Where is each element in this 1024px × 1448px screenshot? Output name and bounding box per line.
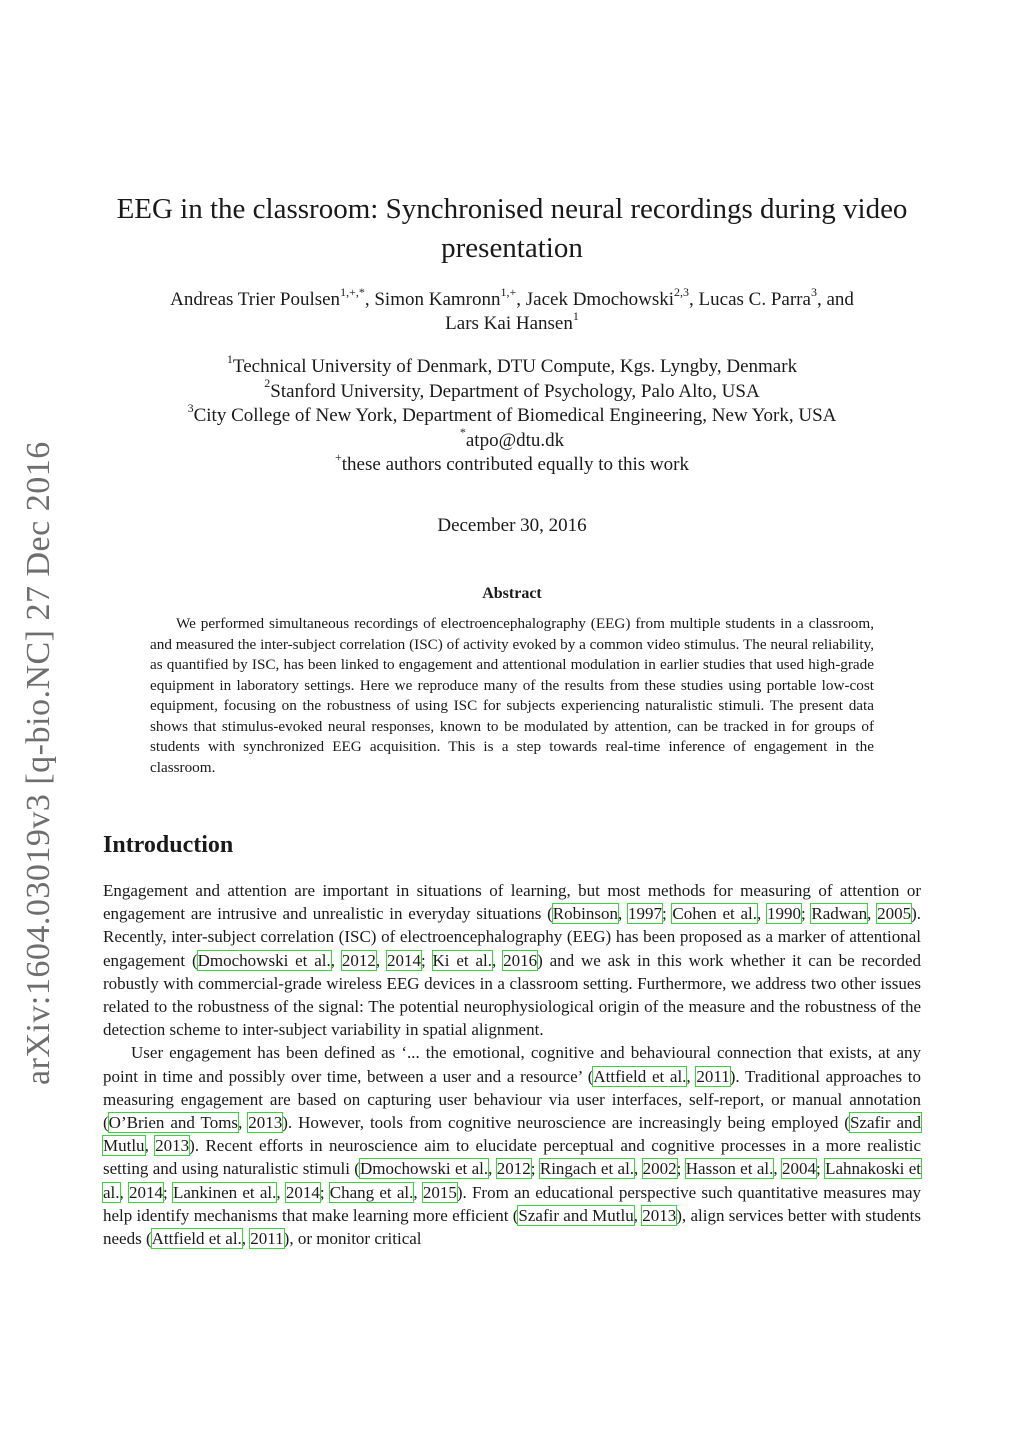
- citation-separator: ,: [634, 1159, 643, 1179]
- paragraph-text: ). Recent efforts in neuroscience aim to elucidate perceptual and cognitive processes in a more realistic setting and using naturalistic stimuli (: [103, 1136, 921, 1179]
- arxiv-identifier-stamp: arXiv:1604.03019v3 [q-bio.NC] 27 Dec 2016: [20, 441, 57, 1085]
- paragraph-text: ). Traditional approaches to measuring engagement are based on capturing user behaviour via user interfaces, self-report, or manual annotation (: [103, 1066, 921, 1133]
- citation-link[interactable]: Attfield et al.: [151, 1229, 242, 1249]
- abstract-text: We performed simultaneous recordings of electroencephalography (EEG) from multiple students in a classroom, and measured the inter-subject correlation (ISC) of activity evoked by a common video stimulus. The neural reliability, as quantified by ISC, has been linked to engagement and attentional modulation in earlier studies that used high-grade equipment in laboratory settings. Here we reproduce many of the results from these studies using portable low-cost equipment, focusing on the robustness of using ISC for subjects experiencing naturalistic stimuli. The present data shows that stimulus-evoked neural responses, known to be modulated by attention, can be tracked in for groups of students with synchronized EEG acquisition. This is a step towards real-time inference of engagement in the classroom.: [150, 615, 874, 776]
- citation-link[interactable]: Radwan: [811, 904, 868, 924]
- citation-link[interactable]: Robinson: [552, 904, 618, 924]
- introduction-heading: Introduction: [103, 832, 234, 858]
- paragraph-text: ). However, tools from cognitive neuroscience are increasingly being employed (: [282, 1113, 850, 1133]
- citation-separator: ,: [686, 1066, 697, 1086]
- citation-separator: ,: [144, 1136, 156, 1156]
- author-affiliation-mark: 1: [572, 308, 579, 323]
- affiliation-line: [100, 400, 924, 429]
- citation-separator: ,: [330, 950, 342, 970]
- paragraph-text: User engagement has been defined as ‘... the emotional, cognitive and behavioural connection that exists, at any point in time and possibly over time, between a user and a resource’ (: [103, 1043, 921, 1086]
- citation-link[interactable]: 2015: [422, 1182, 457, 1202]
- citation-link[interactable]: 2016: [503, 950, 538, 970]
- paragraph-text: ). From an educational perspective such quantitative measures may help identify mechanisms that make learning more efficient (: [103, 1182, 921, 1225]
- author-name: Simon Kamronn: [374, 289, 501, 310]
- publication-date: December 30, 2016: [437, 515, 587, 536]
- affiliation-line: [100, 425, 924, 454]
- citation-link[interactable]: Lahnakoski et al.: [103, 1159, 922, 1202]
- affiliation-mark: 1: [226, 351, 233, 366]
- citation-link[interactable]: 2005: [877, 904, 912, 924]
- author-affiliation-mark: 3: [810, 284, 817, 299]
- citation-link[interactable]: 2012: [341, 950, 376, 970]
- citation-link[interactable]: 1990: [766, 904, 801, 924]
- author-name: Lucas C. Parra: [698, 289, 811, 310]
- citation-link[interactable]: O’Brien and Toms: [108, 1113, 239, 1133]
- citation-separator: ;: [530, 1159, 540, 1179]
- author-conjunction: and: [826, 289, 854, 310]
- citation-link[interactable]: 2004: [781, 1159, 816, 1179]
- paper-title: EEG in the classroom: Synchronised neural recordings during video presentation: [116, 193, 908, 264]
- affiliation-mark: *: [459, 425, 466, 440]
- citation-separator: ,: [119, 1182, 129, 1202]
- introduction-paragraph: [103, 879, 921, 1041]
- citation-separator: ,: [276, 1182, 286, 1202]
- citation-separator: ,: [773, 1159, 782, 1179]
- author-name: Lars Kai Hansen: [445, 313, 573, 334]
- author-name: Jacek Dmochowski: [525, 289, 675, 310]
- citation-separator: ,: [375, 950, 387, 970]
- affiliation-mark: +: [335, 449, 342, 464]
- affiliation-text: Stanford University, Department of Psychology, Palo Alto, USA: [270, 380, 760, 402]
- citation-link[interactable]: Szafir and Mutlu: [103, 1113, 922, 1156]
- author-affiliation-mark: 1,+: [500, 284, 517, 299]
- abstract-heading: Abstract: [482, 585, 542, 602]
- paragraph-text: ), align services better with students needs (: [103, 1205, 921, 1249]
- affiliation-text: City College of New York, Department of Biomedical Engineering, New York, USA: [193, 405, 837, 426]
- citation-link[interactable]: 1997: [627, 904, 662, 924]
- citation-separator: ,: [633, 1205, 643, 1225]
- citation-separator: ,: [867, 904, 878, 924]
- affiliation-text: Technical University of Denmark, DTU Compute, Kgs. Lyngby, Denmark: [232, 356, 798, 377]
- citation-link[interactable]: Ringach et al.: [539, 1159, 635, 1179]
- citation-link[interactable]: Dmochowski et al.: [359, 1159, 489, 1179]
- citation-separator: ;: [420, 950, 433, 970]
- introduction-body: [103, 879, 921, 1250]
- citation-separator: ;: [815, 1159, 826, 1179]
- paragraph-text: ) and we ask in this work whether it can be recorded robustly with commercial-grade wireless EEG devices in a classroom setting. Furthermore, we address two other issues related to the robustness of the signal: The potential neurophysiological origin of the measure and the robustness of the detection scheme to inter-subject variability in spatial alignment.: [103, 950, 921, 1040]
- affiliation-mark: 2: [264, 376, 271, 391]
- citation-separator: ,: [488, 1159, 497, 1179]
- citation-separator: ,: [617, 904, 628, 924]
- citation-separator: ;: [800, 904, 812, 924]
- citation-link[interactable]: 2002: [642, 1159, 677, 1179]
- paragraph-text: Engagement and attention are important in situations of learning, but most methods for measuring of attention or engagement are intrusive and unrealistic in everyday situations (: [103, 881, 921, 924]
- citation-separator: ,: [238, 1113, 249, 1133]
- citation-link[interactable]: Szafir and Mutlu: [518, 1205, 634, 1225]
- affiliation-line: [100, 449, 924, 478]
- equal-contribution-note: these authors contributed equally to this work: [341, 454, 689, 475]
- citation-link[interactable]: 2014: [285, 1182, 320, 1202]
- citation-link[interactable]: Ki et al.: [432, 950, 492, 970]
- citation-link[interactable]: 2013: [248, 1113, 283, 1133]
- affiliation-mark: 3: [187, 400, 194, 415]
- citation-separator: ;: [319, 1182, 330, 1202]
- citation-separator: ,: [241, 1229, 251, 1249]
- citation-link[interactable]: Dmochowski et al.: [197, 950, 331, 970]
- citation-separator: ;: [661, 904, 673, 924]
- citation-link[interactable]: 2011: [250, 1229, 284, 1249]
- introduction-paragraph: [103, 1041, 921, 1250]
- citation-link[interactable]: 2013: [642, 1205, 677, 1225]
- citation-link[interactable]: Attfield et al.: [593, 1066, 687, 1086]
- author-list: Andreas Trier Poulsen$^{1,+,*}$, Simon Kamronn$^{1,+}$, Jacek Dmochowski$^{2,3}$, Lucas C. Parra$^3$, and Lars Kai Hansen$^1$: [170, 284, 854, 334]
- contact-email: atpo@dtu.dk: [465, 429, 565, 451]
- citation-link[interactable]: 2012: [496, 1159, 531, 1179]
- citation-link[interactable]: Cohen et al.: [672, 904, 757, 924]
- citation-link[interactable]: Chang et al.: [329, 1182, 414, 1202]
- citation-link[interactable]: 2013: [155, 1136, 190, 1156]
- citation-separator: ,: [757, 904, 767, 924]
- citation-separator: ,: [491, 950, 504, 970]
- citation-link[interactable]: 2011: [696, 1066, 730, 1086]
- affiliation-line: [100, 376, 924, 405]
- citation-separator: ;: [676, 1159, 686, 1179]
- affiliation-line: [100, 351, 924, 380]
- affiliation-list: [100, 351, 924, 478]
- citation-link[interactable]: 2014: [386, 950, 421, 970]
- author-affiliation-mark: 1,+,*: [340, 284, 365, 299]
- author-name: Andreas Trier Poulsen: [170, 289, 341, 310]
- citation-link[interactable]: Hasson et al.: [685, 1159, 774, 1179]
- citation-separator: ;: [163, 1182, 173, 1202]
- paragraph-text: ), or monitor critical: [283, 1229, 422, 1249]
- paragraph-text: ). Recently, inter-subject correlation (ISC) of electroencephalography (EEG) has been proposed as a marker of attentional engagement (: [103, 904, 922, 970]
- citation-separator: ,: [413, 1182, 423, 1202]
- citation-link[interactable]: 2014: [129, 1182, 163, 1202]
- citation-link[interactable]: Lankinen et al.: [172, 1182, 277, 1202]
- author-affiliation-mark: 2,3: [674, 284, 690, 299]
